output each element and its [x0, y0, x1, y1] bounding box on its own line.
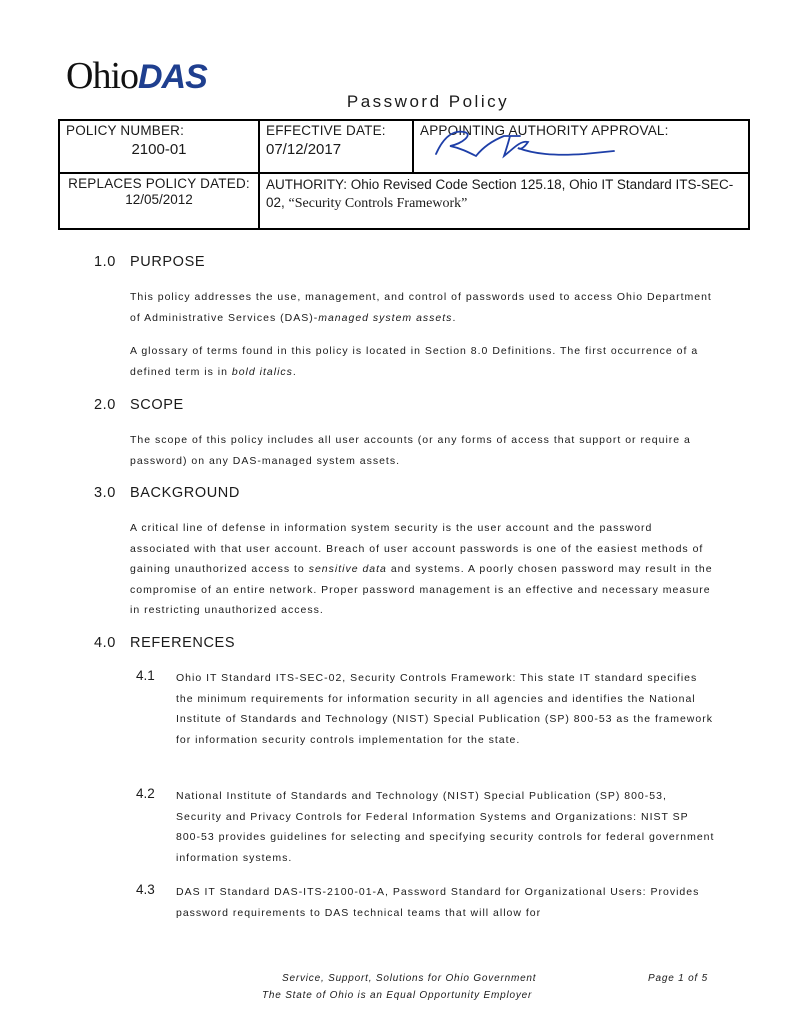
logo-ohio-text: Ohio	[66, 55, 138, 97]
section-references-heading	[94, 635, 235, 651]
page-number: Page 1 of 5	[648, 973, 708, 984]
signature-icon	[424, 126, 624, 160]
section-title: SCOPE	[130, 397, 184, 413]
scope-paragraph: The scope of this policy includes all user accounts (or any forms of access that support or require a password) on any DAS-managed system assets.	[130, 434, 691, 467]
reference-text: National Institute of Standards and Technology (NIST) Special Publication (SP) 800-53, Security and Privacy Controls for Federal Information Systems and Organizations: NIST SP 800-53 provides guidelines for selecting and specifying security controls for federal government information systems.	[176, 790, 715, 864]
reference-item	[136, 786, 716, 868]
footer-eeo-statement: The State of Ohio is an Equal Opportunity Employer	[262, 990, 533, 1001]
authority-suffix: “Security Controls Framework”	[288, 196, 468, 211]
effective-date-value: 07/12/2017	[266, 141, 342, 158]
purpose-paragraph-2	[130, 341, 715, 382]
reference-number: 4.1	[136, 668, 155, 683]
purpose-p2-text: A glossary of terms found in this policy is located in Section 8.0 Definitions. The first occurrence of a defined term is in	[130, 345, 699, 378]
logo-das-text: DAS	[138, 58, 207, 96]
effective-date-label: EFFECTIVE DATE:	[266, 123, 386, 138]
replaces-cell	[59, 173, 259, 229]
document-title: Password Policy	[346, 92, 510, 111]
replaces-label: REPLACES POLICY DATED:	[68, 176, 250, 191]
reference-text: Ohio IT Standard ITS-SEC-02, Security Controls Framework: This state IT standard specifies the minimum requirements for information security in all agencies and identifies the National Institute of Standards and Technology (NIST) Special Publication (SP) 800-53 as the framework for information security controls implementation for the state.	[176, 672, 713, 746]
section-title: REFERENCES	[130, 635, 236, 651]
policy-number-cell	[59, 120, 259, 173]
reference-number: 4.3	[136, 882, 155, 897]
background-paragraph	[130, 518, 715, 621]
footer-tagline: Service, Support, Solutions for Ohio Government	[282, 973, 537, 984]
approval-label: APPOINTING AUTHORITY APPROVAL:	[420, 123, 669, 138]
purpose-p2-end: .	[292, 365, 297, 378]
policy-header-table	[58, 119, 750, 230]
section-title: PURPOSE	[130, 254, 206, 270]
section-number: 1.0	[94, 254, 116, 270]
signature	[420, 138, 742, 170]
policy-number-label: POLICY NUMBER:	[66, 123, 185, 138]
section-background-heading	[94, 485, 240, 501]
section-number: 2.0	[94, 397, 116, 413]
ohio-das-logo	[66, 54, 207, 96]
background-emphasis: sensitive data	[308, 563, 387, 575]
purpose-p2-emphasis: bold italics	[231, 365, 293, 378]
authority-prefix: AUTHORITY: Ohio Revised Code Section 125.18, Ohio IT Standard ITS-SEC-02,	[266, 177, 734, 210]
replaces-date-value: 12/05/2012	[125, 192, 193, 207]
effective-date-cell	[259, 120, 413, 173]
purpose-p1-emphasis: managed system assets	[318, 311, 453, 324]
purpose-p1-end: .	[452, 311, 457, 324]
section-number: 3.0	[94, 485, 116, 501]
section-scope-heading	[94, 397, 184, 413]
purpose-p1-text: This policy addresses the use, management, and control of passwords used to access Ohio Department of Administrative Services (DAS)-	[130, 291, 712, 324]
authority-cell	[259, 173, 749, 229]
reference-text: DAS IT Standard DAS-ITS-2100-01-A, Password Standard for Organizational Users: Provides password requirements to DAS technical teams that will allow for	[176, 886, 700, 919]
authority-text	[266, 176, 742, 213]
approval-cell	[413, 120, 749, 173]
section-number: 4.0	[94, 635, 116, 651]
policy-number-value: 2100-01	[131, 141, 187, 158]
background-text: A critical line of defense in information system security is the user account and the password associated with that user account. Breach of user account passwords is one of the easiest methods of gaining unauthorized access to	[130, 522, 704, 575]
section-title: BACKGROUND	[130, 485, 240, 501]
reference-item	[136, 668, 716, 750]
reference-item	[136, 882, 716, 923]
background-text-end: and systems. A poorly chosen password may result in the compromise of an entire network. Proper password management is an effective and necessary measure in restricting unauthorized access.	[130, 563, 713, 616]
section-purpose-heading	[94, 254, 205, 270]
reference-number: 4.2	[136, 786, 155, 801]
purpose-paragraph-1	[130, 287, 715, 328]
